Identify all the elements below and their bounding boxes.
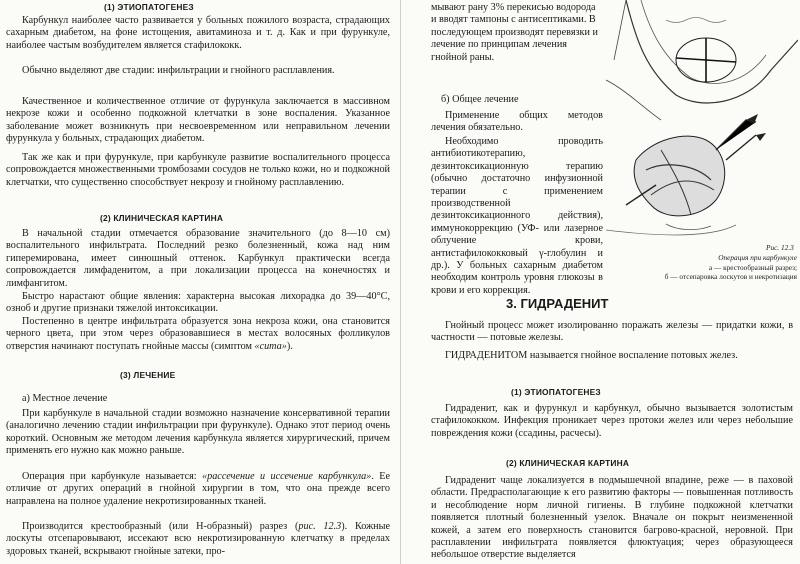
text-emphasis: рис. 12.3	[298, 521, 342, 532]
text-emphasis: «сита»	[254, 340, 287, 352]
text-run: ).	[286, 340, 293, 352]
paragraph: Качественное и количественное отличие от фурункула заключается в массивном некрозе кожи и особенно подкожной клетчатки в зоне воспаления. Указанное заболевание может возникнуть при несвоевременном или неправильном лечении фурункула у больных, страдающих диабетом.	[6, 96, 390, 145]
text-run: Производится крестообразный (или Н-образный) разрез (	[22, 521, 299, 532]
paragraph: Так же как и при фурункуле, при карбункуле развитие воспалительного процесса сопровождается множественными тромбозами сосудов не только кожи, но и подкожной клетчатки, что существенно способствует некрозу и гнойному расплавлению.	[6, 152, 390, 188]
paragraph: Применение общих методов лечения обязательно.	[431, 110, 603, 134]
section-heading: 3. ГИДРАДЕНИТ	[506, 296, 609, 311]
heading-clinic: (2) КЛИНИЧЕСКАЯ КАРТИНА	[506, 458, 630, 468]
paragraph	[6, 471, 390, 508]
text-run: Постепенно в центре инфильтрата образуется зона некроза кожи, она становится черного цвета, при этом через образовавшиеся в местах волосяных фолликулов отверстия начинают поступать гнойные массы (симптом	[6, 316, 390, 352]
figure-legend-b: б — отсепаровка лоскутов и некротизация	[664, 272, 797, 281]
text-emphasis: «рассечение и иссечение карбункула»	[202, 471, 372, 482]
paragraph: В начальной стадии отмечается образование значительного (до 8—10 см) воспалительного инфильтрата. Последний резко болезненный, кожа над ним гиперемирована, имеет синюшный оттенок. Карбункул практически всегда сопровождается лимфаденитом, а при локализации процесса на конечностях и лимфангитом.	[6, 228, 390, 289]
heading-etiology: (1) ЭТИОПАТОГЕНЕЗ	[104, 2, 194, 12]
heading-treatment: (3) ЛЕЧЕНИЕ	[120, 370, 176, 380]
paragraph: мывают рану 3% перекисью водорода и вводят тампоны с антисептиками. В последующем производят перевязки и лечение по принципам лечения гнойной раны.	[431, 2, 598, 63]
surgery-illustration	[606, 0, 798, 250]
text-run: Операция при карбункуле называется:	[22, 471, 203, 482]
figure-legend-a: а — крестообразный разрез;	[708, 263, 797, 272]
right-page	[401, 0, 800, 564]
paragraph: Гидраденит чаще локализуется в подмышечной впадине, реже — в паховой области. Предрасполагающие к его развитию факторы — повышенная потливость и несоблюдение норм личной гигиены. В глубине подкожной клетчатки появляется плотный болезненный узелок. Вначале он покрыт неизмененной кожей, а затем его поверхность становится багрово-красной, неровной. При расплавлении инфильтрата появляется флюктуация; через образующееся небольшое отверстие выделяется	[431, 475, 793, 561]
paragraph: При карбункуле в начальной стадии возможно назначение консервативной терапии (аналогично лечению стадии инфильтрации при фурункуле). Однако этот период очень короткий. Основным же методом лечения карбункула является хирургический, причем применять его нужно как можно раньше.	[6, 408, 390, 457]
paragraph: Быстро нарастают общие явления: характерна высокая лихорадка до 39—40°С, озноб и другие признаки тяжелой интоксикации.	[6, 291, 390, 315]
paragraph: Гнойный процесс может изолированно поражать железы — придатки кожи, в частности — потовые железы.	[431, 320, 793, 344]
text-run: ). Кожные лоскуты отсепаровывают, иссекают всю некротизированную клетчатку в пределах здоровых тканей, вскрывают гнойные затеки, про-	[6, 521, 390, 557]
figure-caption: Операция при карбункуле	[718, 253, 797, 262]
heading-general-treatment: б) Общее лечение	[441, 94, 519, 105]
paragraph	[6, 521, 390, 558]
heading-clinic: (2) КЛИНИЧЕСКАЯ КАРТИНА	[100, 213, 224, 223]
paragraph: Обычно выделяют две стадии: инфильтрации и гнойного расплавления.	[22, 65, 335, 76]
paragraph	[6, 316, 390, 353]
paragraph: Гидраденит, как и фурункул и карбункул, обычно вызывается золотистым стафилококком. Инфекция проникает через протоки желез или через небольшие повреждения кожи (ссадины, расчесы).	[431, 403, 793, 439]
text-run: . Ее отличие от других операций в гнойной хирургии в том, что она прежде всего направлена на полное удаление некротизированных тканей.	[6, 471, 390, 507]
heading-etiology: (1) ЭТИОПАТОГЕНЕЗ	[511, 387, 601, 397]
paragraph: Необходимо проводить антибиотикотерапию, дезинтоксикационную терапию (обычно достаточно инфузионной терапии с применением производственной дезинтоксикационного действия), иммунокоррекцию (УФ- или лазерное облучение крови, антистафилококковый γ-глобулин и др.). У больных сахарным диабетом необходим контроль уровня глюкозы в крови и его коррекция.	[431, 136, 603, 296]
paragraph: Карбункул наиболее часто развивается у больных пожилого возраста, страдающих сахарным диабетом, на фоне истощения, авитаминоза и т. д. Как и при фурункуле, наиболее частым возбудителем является стафилококк.	[6, 15, 390, 51]
heading-local-treatment: а) Местное лечение	[22, 393, 108, 404]
paragraph: ГИДРАДЕНИТОМ называется гнойное воспаление потовых желез.	[445, 350, 738, 361]
figure-label: Рис. 12.3	[766, 243, 794, 252]
